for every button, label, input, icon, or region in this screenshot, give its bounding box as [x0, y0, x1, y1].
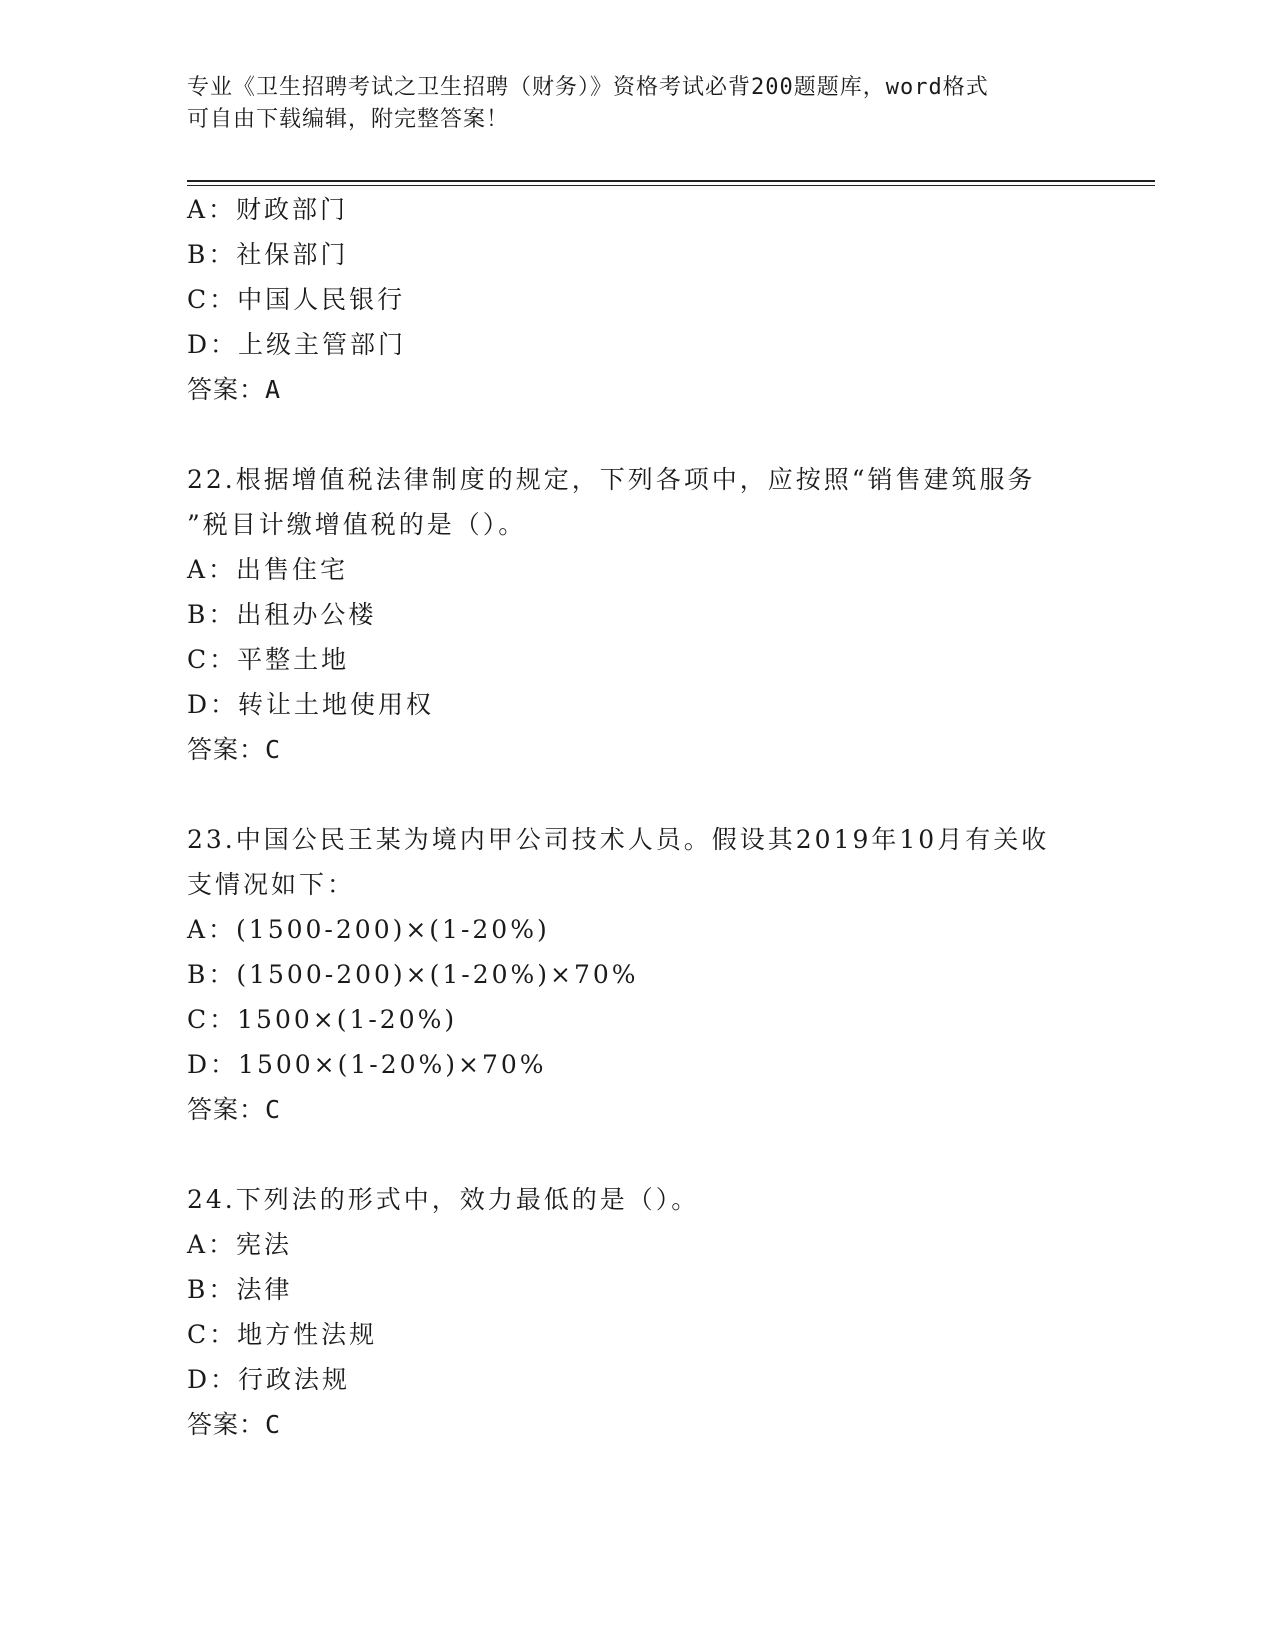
header-rule-thin — [187, 185, 1155, 186]
answer-value: A — [265, 375, 282, 404]
header-rule-thick — [187, 180, 1155, 182]
document-header — [187, 72, 1087, 136]
q24-stem-line-1: 24.下列法的形式中，效力最低的是（）。 — [187, 1185, 700, 1214]
q22-option-d: D：转让土地使用权 — [187, 690, 435, 719]
answer-value: C — [265, 1410, 282, 1439]
answer-value: C — [265, 1095, 282, 1124]
q24-option-a: A：宪法 — [187, 1230, 293, 1259]
q24-answer — [187, 1409, 281, 1441]
q22-option-c: C：平整土地 — [187, 645, 350, 674]
q21-option-d: D：上级主管部门 — [187, 330, 407, 359]
q23-stem-line-2: 支情况如下： — [187, 870, 356, 899]
q23-option-c: C：1500×(1-20%) — [187, 1005, 458, 1034]
q24-option-c: C：地方性法规 — [187, 1320, 378, 1349]
q23-option-b: B：(1500-200)×(1-20%)×70% — [187, 960, 639, 989]
q24-option-b: B：法律 — [187, 1275, 293, 1304]
header-line-1: 专业《卫生招聘考试之卫生招聘（财务）》资格考试必背200题题库，word格式 — [187, 75, 989, 100]
q23-stem-line-1: 23.中国公民王某为境内甲公司技术人员。假设其2019年10月有关收 — [187, 825, 1050, 854]
q21-answer — [187, 374, 281, 406]
q22-stem-line-2: ”税目计缴增值税的是（）。 — [187, 510, 527, 539]
q24-option-d: D：行政法规 — [187, 1365, 351, 1394]
q23-option-d: D：1500×(1-20%)×70% — [187, 1050, 547, 1079]
q23-answer — [187, 1094, 281, 1126]
q22-answer — [187, 734, 281, 766]
answer-label: 答案： — [187, 375, 266, 404]
q21-option-c: C：中国人民银行 — [187, 285, 406, 314]
q21-option-b: B：社保部门 — [187, 240, 349, 269]
answer-label: 答案： — [187, 1095, 266, 1124]
answer-value: C — [265, 735, 282, 764]
answer-label: 答案： — [187, 735, 266, 764]
header-line-2: 可自由下载编辑，附完整答案！ — [187, 107, 510, 132]
answer-label: 答案： — [187, 1410, 266, 1439]
q22-option-b: B：出租办公楼 — [187, 600, 377, 629]
q21-option-a: A：财政部门 — [187, 195, 349, 224]
q22-stem-line-1: 22.根据增值税法律制度的规定，下列各项中，应按照“销售建筑服务 — [187, 465, 1036, 494]
q23-option-a: A：(1500-200)×(1-20%) — [187, 915, 550, 944]
q22-option-a: A：出售住宅 — [187, 555, 349, 584]
